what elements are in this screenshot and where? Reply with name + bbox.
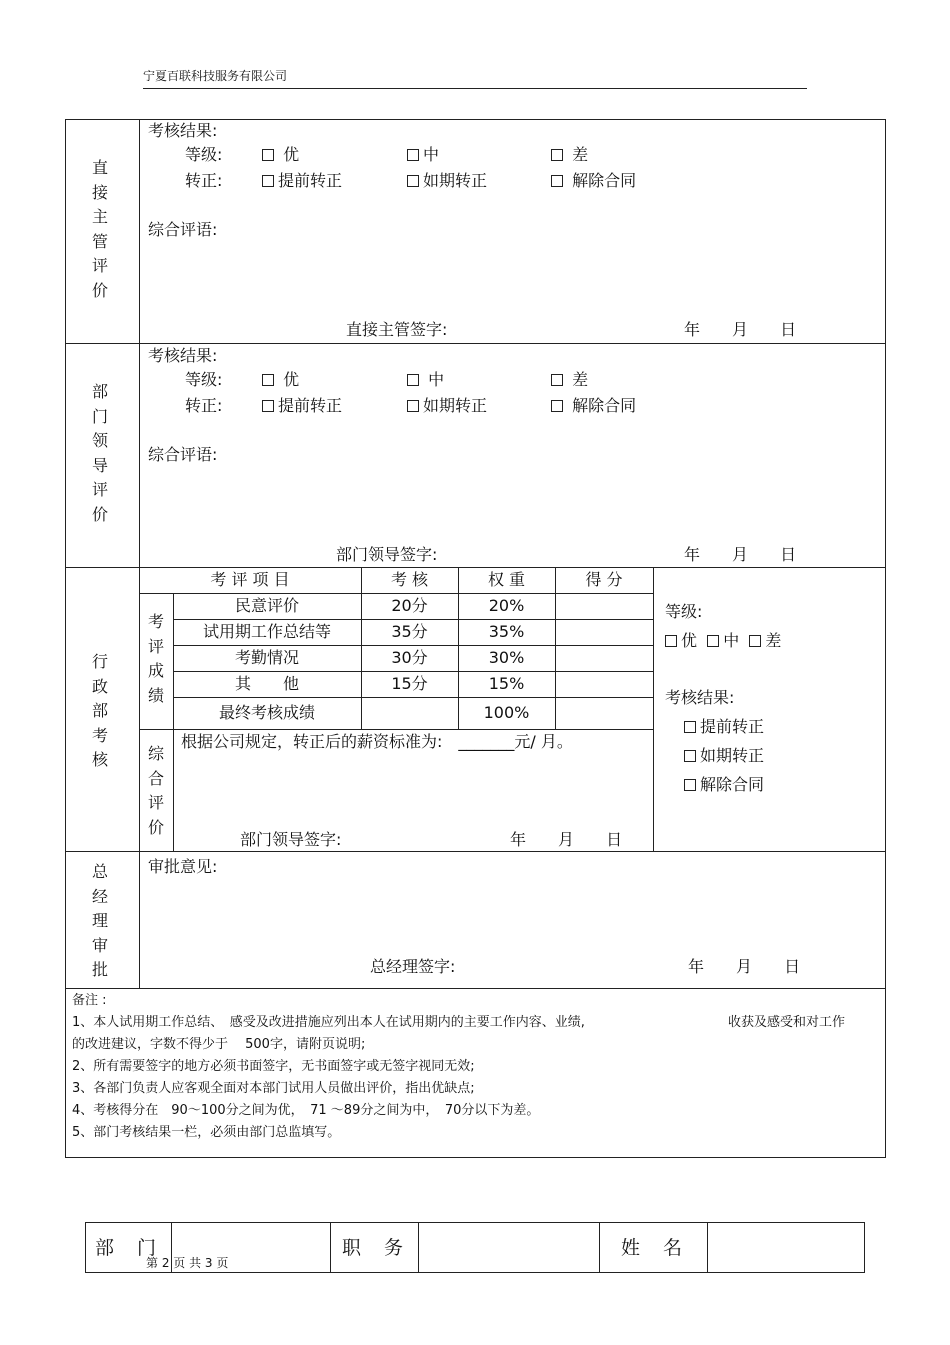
notes-line: 1、本人试用期工作总结、 感受及改进措施应列出本人在试用期内的主要工作内容、业绩,	[72, 1015, 585, 1030]
salary-blank[interactable]: _______	[458, 732, 515, 751]
page-number: 第 2 页 共 3 页	[146, 1256, 229, 1270]
admin-grade-mid[interactable]: 中	[707, 631, 739, 650]
checkbox-icon[interactable]	[262, 149, 274, 161]
row-divider	[65, 851, 886, 852]
dept-grade-label: 等级:	[185, 370, 223, 389]
supervisor-grade-label: 等级:	[185, 145, 223, 164]
admin-section-title: 行政部考核	[91, 652, 108, 769]
dept-grade-bad[interactable]: 差	[551, 370, 588, 390]
admin-result-label: 考核结果:	[665, 688, 735, 707]
table-row-weight: 20%	[488, 596, 525, 615]
admin-right-divider	[653, 567, 654, 851]
admin-terminate[interactable]: 解除合同	[684, 775, 764, 795]
admin-ontime[interactable]: 如期转正	[684, 746, 764, 766]
table-row-score: 30分	[391, 648, 428, 667]
supervisor-early[interactable]: 提前转正	[262, 171, 342, 191]
footer-position-label: 职 务	[342, 1237, 406, 1259]
dept-comment-label: 综合评语:	[148, 445, 218, 464]
table-row-item: 最终考核成绩	[218, 703, 315, 722]
admin-date: 年 月 日	[510, 830, 623, 849]
checkbox-icon[interactable]	[262, 400, 274, 412]
table-row-weight: 100%	[483, 703, 530, 722]
dept-terminate[interactable]: 解除合同	[551, 396, 636, 416]
comment-side-divider	[173, 729, 174, 851]
supervisor-grade-bad[interactable]: 差	[551, 145, 588, 165]
checkbox-icon[interactable]	[551, 374, 563, 386]
table-row-divider	[173, 697, 653, 698]
header-divider	[143, 88, 807, 89]
supervisor-grade-good[interactable]: 优	[262, 145, 299, 165]
admin-grade-bad[interactable]: 差	[749, 631, 781, 650]
supervisor-section-title: 直接主管评价	[91, 158, 108, 300]
supervisor-sign-label: 直接主管签字:	[346, 320, 448, 339]
row-divider	[65, 988, 886, 989]
admin-grade-options	[665, 631, 781, 651]
supervisor-grade-mid[interactable]: 中	[407, 145, 439, 165]
notes-title: 备注 :	[72, 993, 107, 1008]
table-row-weight: 30%	[488, 648, 525, 667]
table-row-item: 试用期工作总结等	[202, 622, 331, 641]
col-header-weight: 权 重	[487, 570, 526, 589]
admin-early[interactable]: 提前转正	[684, 717, 764, 737]
dept-grade-mid[interactable]: 中	[407, 370, 444, 390]
checkbox-icon[interactable]	[551, 175, 563, 187]
supervisor-date: 年 月 日	[684, 320, 797, 339]
checkbox-icon[interactable]	[551, 149, 563, 161]
table-row-score: 20分	[391, 596, 428, 615]
table-row-item: 考勤情况	[234, 648, 299, 667]
gm-opinion-label: 审批意见:	[148, 857, 218, 876]
checkbox-icon[interactable]	[407, 374, 419, 386]
gm-sign-label: 总经理签字:	[370, 957, 456, 976]
score-side-label: 考评成绩	[147, 612, 164, 705]
dept-date: 年 月 日	[684, 545, 797, 564]
label-column-divider	[139, 119, 140, 988]
table-row-weight: 35%	[488, 622, 525, 641]
dept-early[interactable]: 提前转正	[262, 396, 342, 416]
admin-grade-good[interactable]: 优	[665, 631, 697, 650]
notes-line: 4、考核得分在 90～100分之间为优， 71 ～89分之间为中， 70分以下为差。	[72, 1103, 540, 1118]
footer-divider	[599, 1222, 600, 1273]
notes-line: 收获及感受和对工作	[728, 1015, 846, 1030]
dept-grade-good[interactable]: 优	[262, 370, 299, 390]
notes-line: 的改进建议，字数不得少于 500字，请附页说明;	[72, 1037, 366, 1052]
checkbox-icon[interactable]	[407, 175, 419, 187]
footer-position-field[interactable]	[419, 1223, 598, 1272]
supervisor-terminate[interactable]: 解除合同	[551, 171, 636, 191]
checkbox-icon[interactable]	[665, 635, 677, 647]
gm-date: 年 月 日	[688, 957, 801, 976]
checkbox-icon[interactable]	[749, 635, 761, 647]
col-header-score: 考 核	[390, 570, 429, 589]
supervisor-ontime[interactable]: 如期转正	[407, 171, 487, 191]
supervisor-comment-label: 综合评语:	[148, 220, 218, 239]
footer-divider	[330, 1222, 331, 1273]
table-row-weight: 15%	[488, 674, 525, 693]
checkbox-icon[interactable]	[407, 149, 419, 161]
col-header-got: 得 分	[585, 570, 623, 589]
checkbox-icon[interactable]	[262, 374, 274, 386]
table-row-item: 民意评价	[234, 596, 299, 615]
table-row-score: 15分	[391, 674, 428, 693]
notes-line: 5、部门考核结果一栏，必须由部门总监填写。	[72, 1125, 341, 1140]
dept-regular-label: 转正:	[185, 396, 223, 415]
company-header: 宁夏百联科技服务有限公司	[143, 69, 288, 83]
checkbox-icon[interactable]	[262, 175, 274, 187]
table-bottom-divider	[139, 729, 653, 730]
admin-sign-label: 部门领导签字:	[240, 830, 342, 849]
col-header-item: 考 评 项 目	[210, 570, 290, 589]
table-row-item: 其 他	[234, 674, 299, 693]
checkbox-icon[interactable]	[707, 635, 719, 647]
comment-side-label: 综合评价	[147, 744, 164, 837]
checkbox-icon[interactable]	[407, 400, 419, 412]
row-divider	[65, 343, 886, 344]
gm-section-title: 总经理审批	[91, 862, 108, 979]
footer-name-field[interactable]	[708, 1223, 864, 1272]
table-row-score: 35分	[391, 622, 428, 641]
supervisor-result-label: 考核结果:	[148, 121, 218, 140]
footer-name-label: 姓 名	[621, 1237, 685, 1259]
admin-grade-label: 等级:	[665, 602, 703, 621]
dept-sign-label: 部门领导签字:	[336, 545, 438, 564]
dept-ontime[interactable]: 如期转正	[407, 396, 487, 416]
supervisor-regular-label: 转正:	[185, 171, 223, 190]
footer-dept-label: 部 门	[95, 1237, 159, 1259]
checkbox-icon[interactable]	[551, 400, 563, 412]
checkbox-icon[interactable]	[684, 779, 696, 791]
notes-line: 3、各部门负责人应客观全面对本部门试用人员做出评价，指出优缺点;	[72, 1081, 475, 1096]
salary-statement: 根据公司规定，转正后的薪资标准为: _______元/ 月。	[181, 732, 573, 751]
dept-result-label: 考核结果:	[148, 346, 218, 365]
dept-section-title: 部门领导评价	[91, 382, 108, 524]
notes-line: 2、所有需要签字的地方必须书面签字，无书面签字或无签字视同无效;	[72, 1059, 475, 1074]
checkbox-icon[interactable]	[684, 750, 696, 762]
checkbox-icon[interactable]	[684, 721, 696, 733]
